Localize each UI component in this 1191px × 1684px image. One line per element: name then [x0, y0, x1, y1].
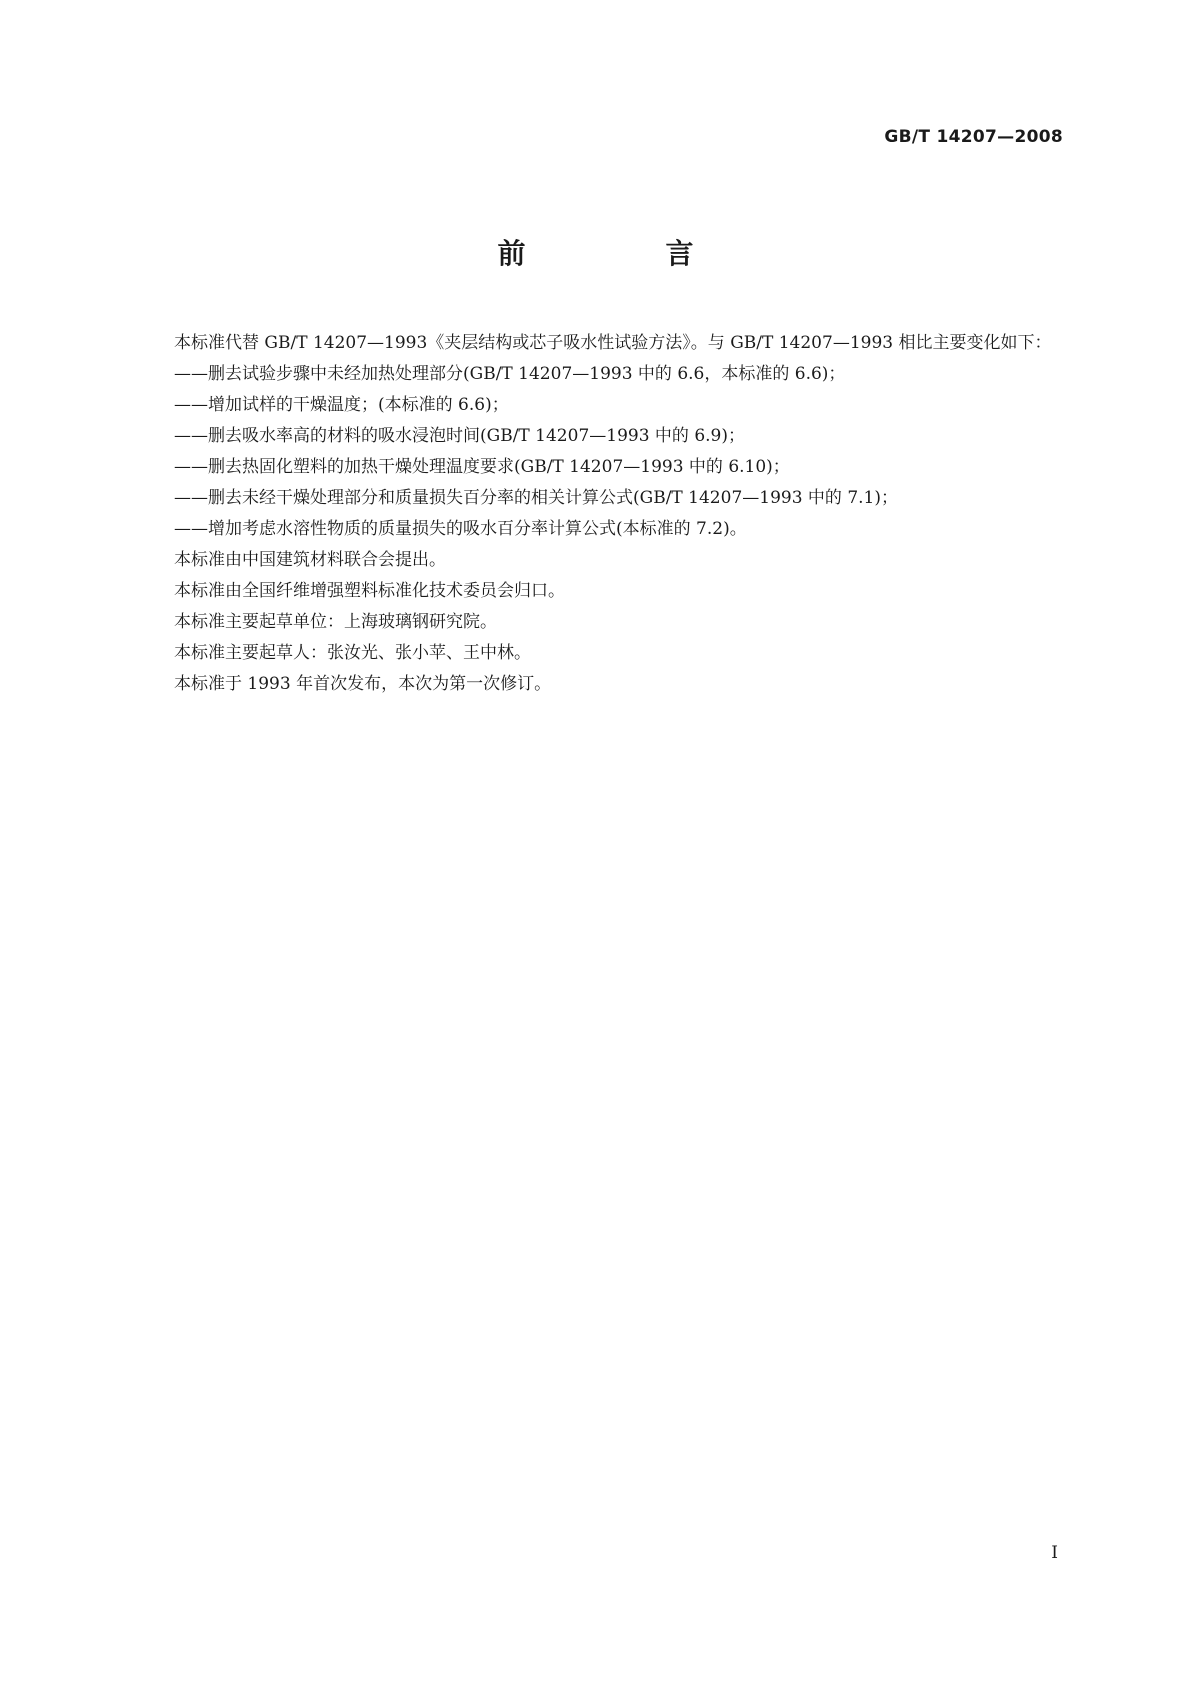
intro-paragraph: 本标准代替 GB/T 14207—1993《夹层结构或芯子吸水性试验方法》。与 GB/T 14207—1993 相比主要变化如下： [174, 333, 1052, 353]
change-item: ——删去热固化塑料的加热干燥处理温度要求(GB/T 14207—1993 中的 6.10)； [174, 457, 790, 477]
standard-code: GB/T 14207—2008 [884, 127, 1063, 147]
change-item: ——删去未经干燥处理部分和质量损失百分率的相关计算公式(GB/T 14207—1993 中的 7.1)； [174, 488, 898, 508]
change-item: ——增加试样的干燥温度；(本标准的 6.6)； [174, 395, 509, 415]
page-number: I [1051, 1543, 1058, 1563]
foreword-body [132, 328, 1062, 700]
change-item: ——增加考虑水溶性物质的质量损失的吸水百分率计算公式(本标准的 7.2)。 [174, 519, 747, 539]
history-paragraph: 本标准于 1993 年首次发布，本次为第一次修订。 [174, 674, 552, 694]
committee-paragraph: 本标准由全国纤维增强塑料标准化技术委员会归口。 [174, 581, 565, 601]
proposer-paragraph: 本标准由中国建筑材料联合会提出。 [174, 550, 446, 570]
change-item: ——删去吸水率高的材料的吸水浸泡时间(GB/T 14207—1993 中的 6.9)； [174, 426, 745, 446]
change-item: ——删去试验步骤中未经加热处理部分(GB/T 14207—1993 中的 6.6，本标准的 6.6)； [174, 364, 846, 384]
page-title: 前 言 [497, 237, 750, 270]
drafting-unit-paragraph: 本标准主要起草单位：上海玻璃钢研究院。 [174, 612, 497, 632]
drafters-paragraph: 本标准主要起草人：张汝光、张小苹、王中林。 [174, 643, 531, 663]
